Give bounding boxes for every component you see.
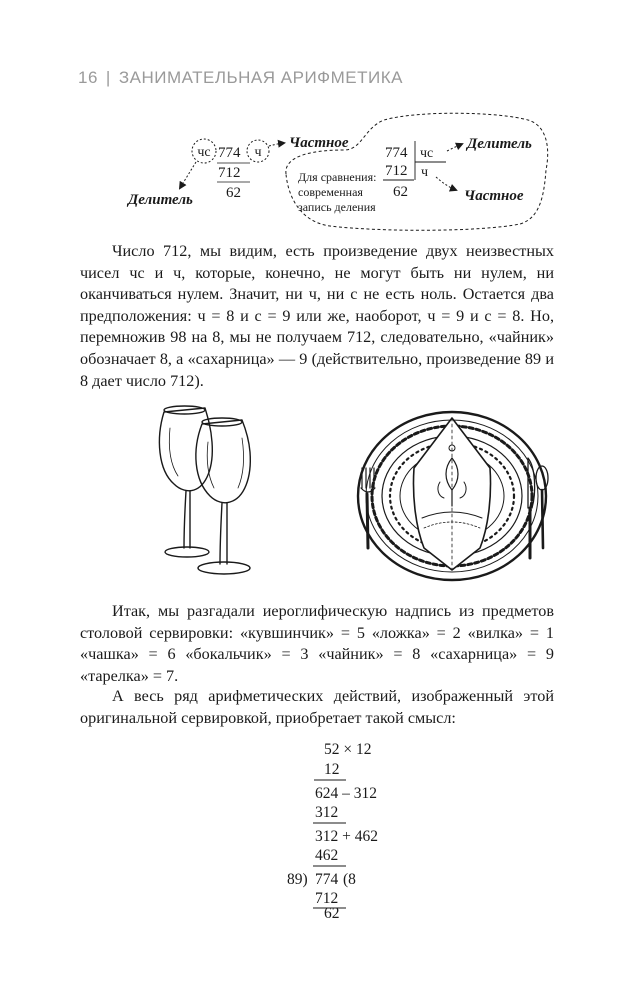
comparison-note-line1: Для сравнения: [298, 170, 377, 184]
comparison-note-line2: современная [298, 185, 363, 199]
left-dividend: 774 [218, 145, 241, 161]
comparison-note-line3: запись деления [298, 200, 376, 214]
calc-line-2: 12 [324, 761, 340, 778]
calc-quotient: (8 [343, 871, 356, 888]
right-dividend: 774 [385, 145, 408, 161]
right-label-quotient: Частное [464, 188, 524, 204]
right-remainder: 62 [393, 184, 408, 200]
division-diagram [0, 0, 644, 240]
left-label-quotient: Частное [289, 135, 349, 151]
right-subtrahend: 712 [385, 163, 408, 179]
left-remainder: 62 [226, 185, 241, 201]
left-label-divisor: Делитель [128, 192, 193, 208]
calc-line-8: 712 [315, 890, 339, 907]
book-title: ЗАНИМАТЕЛЬНАЯ АРИФМЕТИКА [118, 68, 403, 87]
calc-line-1: 52 × 12 [324, 741, 372, 758]
left-subtrahend: 712 [218, 165, 241, 181]
calc-divisor: 89) [287, 871, 308, 888]
calc-line-5: 312 + 462 [315, 828, 378, 845]
calc-line-4: 312 [315, 804, 339, 821]
wine-glasses-illustration [150, 398, 270, 588]
paragraph-3-text: А весь ряд арифметических действий, изображенный этой оригинальной сервировкой, приобретает такой смысл: [80, 687, 554, 727]
arithmetic-chain [0, 730, 644, 920]
right-label-divisor: Делитель [467, 136, 532, 152]
calc-line-3: 624 – 312 [315, 785, 377, 802]
left-divisor-symbol: чс [197, 145, 211, 160]
paragraph-2-text: Итак, мы разгадали иероглифическую надпись из предметов столовой сервировки: «кувшинчик» = 5 «ложка» = 2 «вилка» = 1 «чашка» = 6 «бокальчик» = 3 «чайник» = 8 «сахарница» = 9 «тарелка» = 7. [80, 602, 554, 685]
page-number: 16 [78, 68, 98, 87]
table-setting-illustration [352, 398, 552, 588]
left-quotient-symbol: ч [254, 145, 262, 160]
calc-line-9: 62 [324, 905, 340, 920]
calc-dividend: 774 [315, 871, 339, 888]
paragraph-3 [80, 686, 554, 729]
right-divisor-symbol: чс [420, 146, 434, 161]
header-separator: | [105, 68, 111, 87]
right-quotient-symbol: ч [421, 165, 429, 180]
paragraph-2 [80, 601, 554, 687]
calc-line-6: 462 [315, 847, 339, 864]
paragraph-1 [80, 241, 554, 392]
paragraph-1-text: Число 712, мы видим, есть произведение двух неизвестных чисел чс и ч, которые, конечно, не могут быть ни нулем, ни оканчиваться нулем. Значит, ни ч, ни с не есть ноль. Остается два предположения: ч = 8 и с = 9 или же, наоборот, ч = 9 и с = 8. Но, перемножив 98 на 8, мы не получаем 712, следовательно, «чайник» обозначает 8, а «сахарница» — 9 (действительно, произведение 89 и 8 дает число 712). [80, 242, 554, 390]
